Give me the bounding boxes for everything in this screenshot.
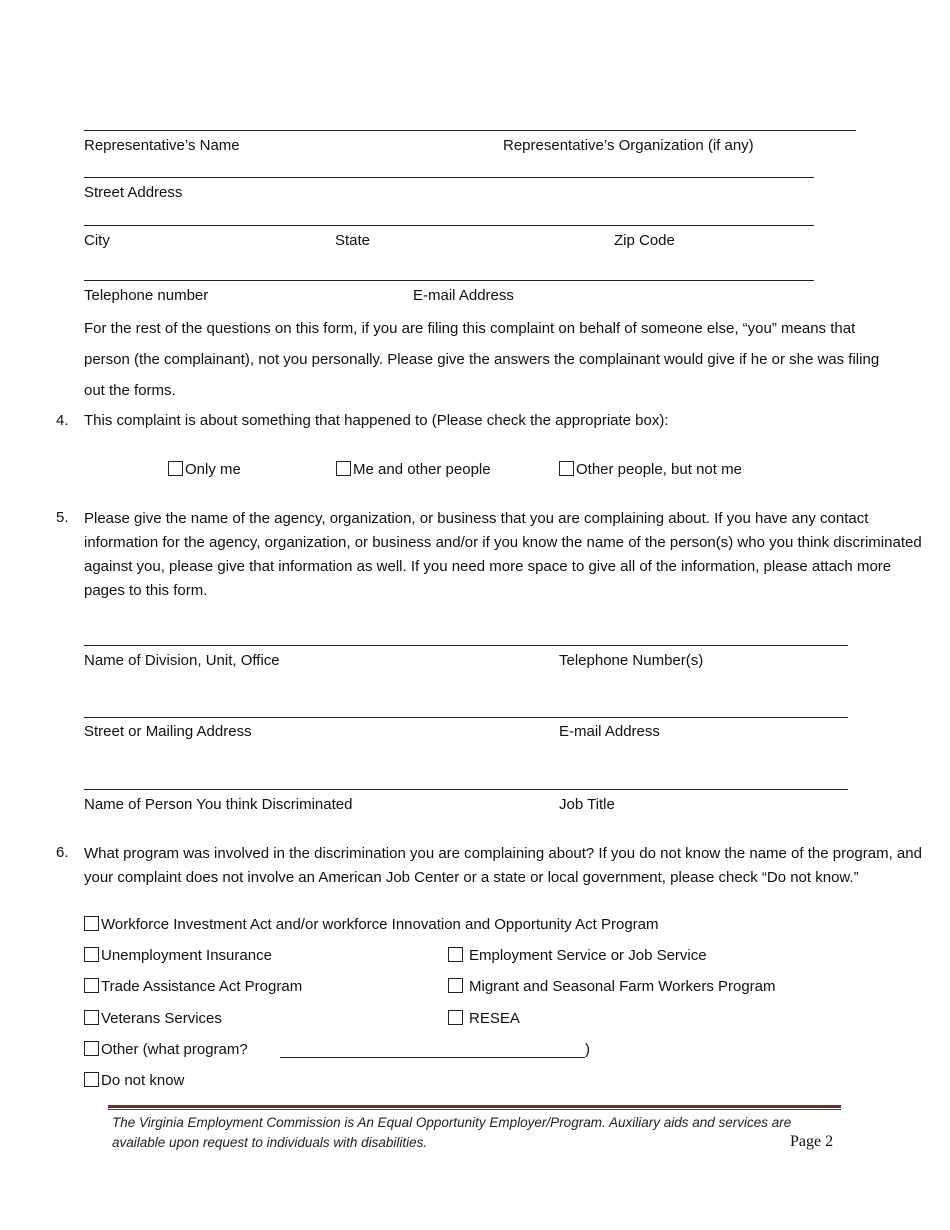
city-label: City — [84, 232, 110, 249]
q6-number: 6. — [56, 844, 69, 861]
option-me-and-others[interactable] — [336, 461, 491, 478]
q4-text: This complaint is about something that happened to (Please check the appropriate box): — [84, 412, 669, 429]
ta-label: Trade Assistance Act Program — [101, 978, 303, 995]
others-not-me-label: Other people, but not me — [576, 461, 742, 478]
option-only-me[interactable] — [168, 461, 241, 478]
person-label: Name of Person You think Discriminated — [84, 796, 353, 813]
agency-phone-label: Telephone Number(s) — [559, 652, 704, 669]
program-resea[interactable] — [448, 1010, 520, 1027]
dont-know-label: Do not know — [101, 1072, 185, 1089]
q6-text: What program was involved in the discrimination you are complaining about? If you do not know the name of the program, and your complaint does not involve an American Job Center or a state or local government, please check “Do not know.” — [84, 845, 922, 886]
program-other[interactable] — [84, 1041, 248, 1058]
es-checkbox[interactable] — [448, 947, 463, 962]
footer-line-1: The Virginia Employment Commission is An Equal Opportunity Employer/Program. Auxiliary aids and services are — [112, 1115, 792, 1130]
state-label: State — [335, 232, 371, 249]
q5-number: 5. — [56, 509, 69, 526]
vets-checkbox[interactable] — [84, 1010, 99, 1025]
program-ta[interactable] — [84, 978, 302, 995]
instructions-line-1: For the rest of the questions on this form, if you are filing this complaint on behalf of someone else, “you” means that — [84, 320, 856, 337]
rep-phone-label: Telephone number — [84, 287, 209, 304]
footer-notice — [112, 1113, 832, 1153]
wioa-label: Workforce Investment Act and/or workforce Innovation and Opportunity Act Program — [101, 916, 659, 933]
es-label: Employment Service or Job Service — [469, 947, 707, 964]
page-number: Page 2 — [790, 1133, 834, 1150]
zip-label: Zip Code — [614, 232, 675, 249]
msfw-label: Migrant and Seasonal Farm Workers Program — [469, 978, 776, 995]
person-line[interactable] — [84, 789, 848, 790]
only-me-label: Only me — [185, 461, 241, 478]
program-msfw[interactable] — [448, 978, 776, 995]
program-dont-know[interactable] — [84, 1072, 184, 1089]
instructions-line-3: out the forms. — [84, 382, 176, 399]
rep-name-label: Representative’s Name — [84, 137, 240, 154]
ta-checkbox[interactable] — [84, 978, 99, 993]
ui-label: Unemployment Insurance — [101, 947, 272, 964]
division-label: Name of Division, Unit, Office — [84, 652, 280, 669]
me-and-others-checkbox[interactable] — [336, 461, 351, 476]
city-state-zip-line[interactable] — [84, 225, 814, 226]
rep-email-label: E-mail Address — [413, 287, 514, 304]
program-es[interactable] — [448, 947, 707, 964]
option-others-not-me[interactable] — [559, 461, 742, 478]
agency-email-label: E-mail Address — [559, 723, 660, 740]
only-me-checkbox[interactable] — [168, 461, 183, 476]
msfw-checkbox[interactable] — [448, 978, 463, 993]
street-address-label: Street Address — [84, 184, 183, 201]
job-title-label: Job Title — [559, 796, 615, 813]
wioa-checkbox[interactable] — [84, 916, 99, 931]
street-address-line[interactable] — [84, 177, 814, 178]
q5-text: Please give the name of the agency, organization, or business that you are complaining about. If you have any contact information for the agency, organization, or business and/or if you know the name of the person(s) who you think discriminated against you, please give that information as well. If you need more space to give all of the information, please attach more pages to this form. — [84, 510, 922, 599]
footer-line-2: available upon request to individuals with disabilities. — [112, 1135, 428, 1150]
mailing-address-line[interactable] — [84, 717, 848, 718]
phone-email-line[interactable] — [84, 280, 814, 281]
program-vets[interactable] — [84, 1010, 222, 1027]
program-wioa[interactable] — [84, 916, 659, 933]
me-and-others-label: Me and other people — [353, 461, 491, 478]
instructions-line-2: person (the complainant), not you personally. Please give the answers the complainant would give if he or she was filing — [84, 351, 880, 368]
other-label: Other (what program? — [101, 1041, 248, 1058]
division-line[interactable] — [84, 645, 848, 646]
vets-label: Veterans Services — [101, 1010, 222, 1027]
other-close-paren: ) — [585, 1041, 590, 1058]
resea-checkbox[interactable] — [448, 1010, 463, 1025]
resea-label: RESEA — [469, 1010, 520, 1027]
others-not-me-checkbox[interactable] — [559, 461, 574, 476]
ui-checkbox[interactable] — [84, 947, 99, 962]
footer-rule-thin — [108, 1109, 841, 1110]
program-ui[interactable] — [84, 947, 272, 964]
rep-name-line[interactable] — [84, 130, 856, 131]
other-program-line[interactable] — [280, 1057, 585, 1058]
other-checkbox[interactable] — [84, 1041, 99, 1056]
rep-org-label: Representative’s Organization (if any) — [503, 137, 754, 154]
dont-know-checkbox[interactable] — [84, 1072, 99, 1087]
mailing-address-label: Street or Mailing Address — [84, 723, 252, 740]
q4-number: 4. — [56, 412, 69, 429]
footer-rule — [108, 1105, 841, 1108]
